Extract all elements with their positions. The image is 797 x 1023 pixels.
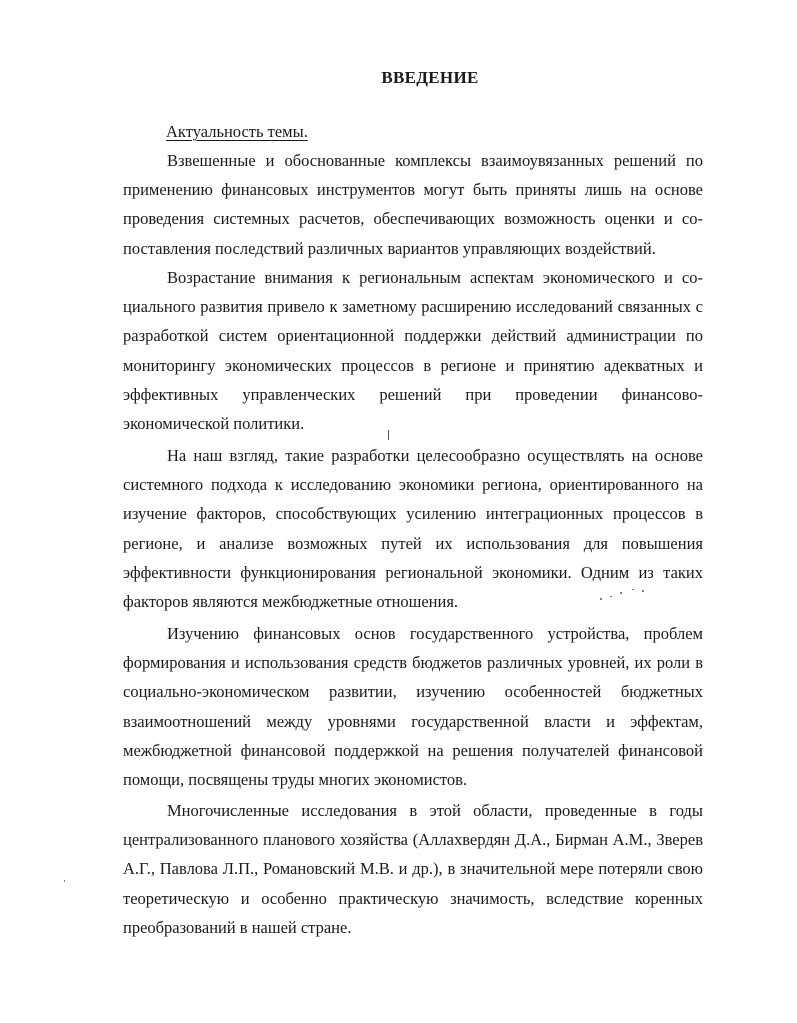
scan-speck xyxy=(642,590,644,592)
scan-speck xyxy=(64,880,65,882)
scan-speck xyxy=(610,596,612,597)
section-subheading: Актуальность темы. xyxy=(166,122,308,141)
scan-speck xyxy=(600,598,602,600)
paragraph-2: Возрастание внимания к региональным аспектам экономического и социального развития привело к заметному расширению исследований связанных с разработкой систем ориентационной поддержки действий администрации по мониторингу экономических процессов в регионе и принятию адекватных и эффективных управленческих решений при проведении финансово-экономической политики. xyxy=(123,268,703,434)
scan-speck xyxy=(632,589,634,590)
paragraph-3: На наш взгляд, такие разработки целесообразно осуществлять на основе системного подхода к исследованию экономики региона, ориентированного на изучение факторов, способствующих усилению интеграционных процессов в регионе, и анализе возможных путей их использования для повышения эффективности функционирования региональной экономики. Одним из таких факторов являются межбюджетные отношения. xyxy=(123,446,703,612)
paragraph-1: Взвешенные и обоснованные комплексы взаимоувязанных решений по применению финансовых инструментов могут быть приняты лишь на основе проведения системных расчетов, обеспечивающих возможность оценки и сопоставления последствий различных вариантов управляющих воздействий. xyxy=(123,151,703,258)
scan-speck xyxy=(388,430,389,440)
scan-speck xyxy=(620,592,622,594)
paragraph-5: Многочисленные исследования в этой области, проведенные в годы централизованного планового хозяйства (Аллахвердян Д.А., Бирман А.М., Зверев А.Г., Павлова Л.П., Романовский М.В. и др.), в значительной мере потеряли свою теоретическую и особенно практическую значимость, вследствие коренных преобразований в нашей стране. xyxy=(123,801,703,937)
page-title: ВВЕДЕНИЕ xyxy=(381,68,479,87)
paragraph-4: Изучению финансовых основ государственного устройства, проблем формирования и использования средств бюджетов различных уровней, их роли в социально-экономическом развитии, изучению особенностей бюджетных взаимоотношений между уровнями государственной власти и эффектам, межбюджетной финансовой поддержкой на решения получателей финансовой помощи, посвящены труды многих экономистов. xyxy=(123,624,703,790)
